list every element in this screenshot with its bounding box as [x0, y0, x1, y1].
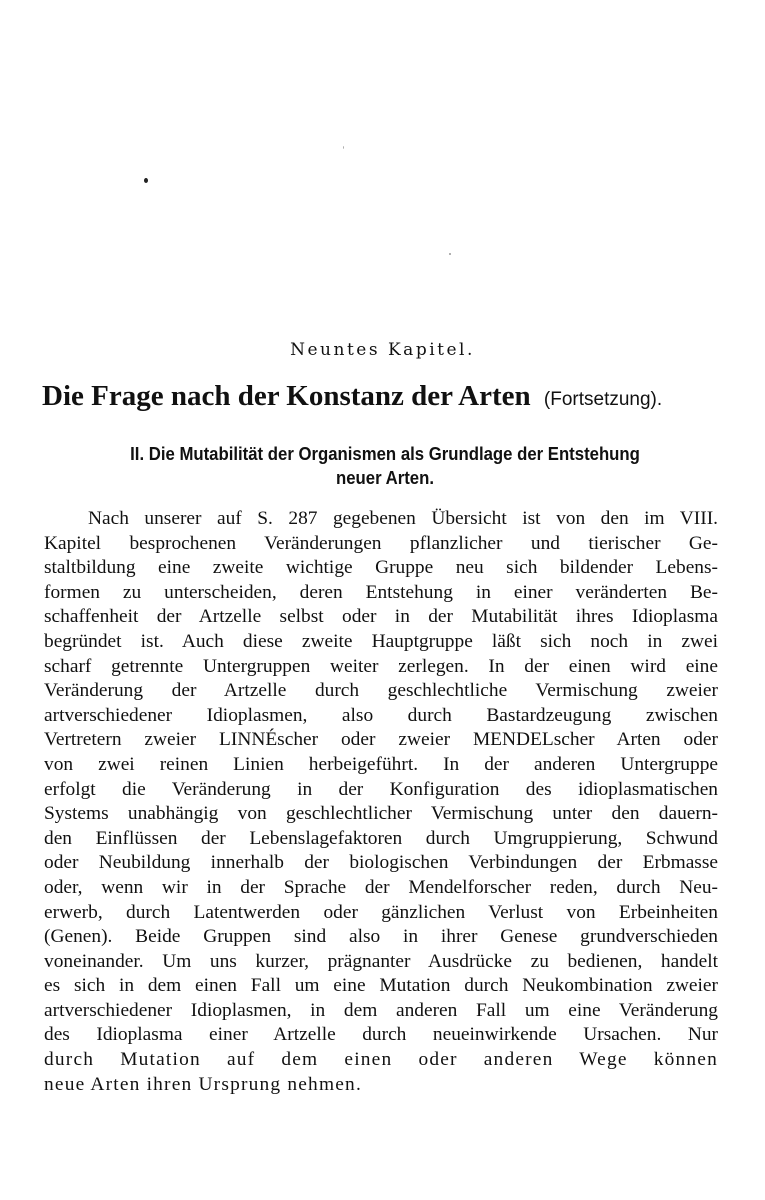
- text-line: formen zu unterscheiden, deren Entstehung in einer veränderten Be-: [44, 581, 718, 603]
- text-line: Systems unabhängig von geschlechtlicher Vermischung unter den dauern-: [44, 803, 718, 825]
- text-line: Vertretern zweier LINNÉscher oder zweier MENDELscher Arten oder: [44, 729, 718, 751]
- title-suffix: (Fortsetzung).: [543, 389, 663, 410]
- title-main: Die Frage nach der Konstanz der Arten: [42, 380, 531, 412]
- text-line: voneinander. Um uns kurzer, prägnanter Ausdrücke zu bedienen, handelt: [44, 950, 718, 972]
- body-paragraph: [44, 507, 718, 1097]
- text-line: erfolgt die Veränderung in der Konfiguration des idioplasmatischen: [44, 778, 718, 800]
- text-line: neue Arten ihren Ursprung nehmen.: [44, 1073, 362, 1095]
- section-heading-line: II. Die Mutabilität der Organismen als Grundlage der Entstehung: [130, 444, 640, 464]
- text-line: Kapitel besprochenen Veränderungen pflanzlicher und tierischer Ge-: [44, 532, 718, 554]
- text-line: schaffenheit der Artzelle selbst oder in der Mutabilität ihres Idioplasma: [44, 606, 718, 628]
- text-line: staltbildung eine zweite wichtige Gruppe neu sich bildender Lebens-: [44, 557, 718, 579]
- text-line: artverschiedener Idioplasmen, in dem anderen Fall um eine Veränderung: [44, 999, 718, 1021]
- section-heading: [78, 442, 692, 490]
- text-line: des Idioplasma einer Artzelle durch neueinwirkende Ursachen. Nur: [44, 1024, 718, 1046]
- text-line: den Einflüssen der Lebenslagefaktoren durch Umgruppierung, Schwund: [44, 827, 718, 849]
- page-title: [42, 380, 732, 413]
- text-line: von zwei reinen Linien herbeigeführt. In der anderen Untergruppe: [44, 753, 718, 775]
- text-line: scharf getrennte Untergruppen weiter zerlegen. In der einen wird eine: [44, 655, 718, 677]
- text-line: erwerb, durch Latentwerden oder gänzlichen Verlust von Erbeinheiten: [44, 901, 718, 923]
- text-line: artverschiedener Idioplasmen, also durch Bastardzeugung zwischen: [44, 704, 718, 726]
- ink-speck: [144, 178, 148, 183]
- text-line: (Genen). Beide Gruppen sind also in ihrer Genese grundverschieden: [44, 926, 718, 948]
- text-line: Veränderung der Artzelle durch geschlechtliche Vermischung zweier: [44, 680, 718, 702]
- chapter-heading: Neuntes Kapitel.: [290, 340, 475, 360]
- text-line: oder Neubildung innerhalb der biologischen Verbindungen der Erbmasse: [44, 852, 718, 874]
- text-line: durch Mutation auf dem einen oder anderen Wege können: [44, 1049, 718, 1071]
- text-line: es sich in dem einen Fall um eine Mutation durch Neukombination zweier: [44, 975, 718, 997]
- ink-speck: [449, 253, 451, 255]
- text-line: begründet ist. Auch diese zweite Hauptgruppe läßt sich noch in zwei: [44, 630, 718, 652]
- ink-speck: [343, 146, 344, 149]
- section-heading-line: neuer Arten.: [336, 468, 434, 488]
- text-line: oder, wenn wir in der Sprache der Mendelforscher reden, durch Neu-: [44, 876, 718, 898]
- text-line: Nach unserer auf S. 287 gegebenen Übersicht ist von den im VIII.: [88, 508, 718, 529]
